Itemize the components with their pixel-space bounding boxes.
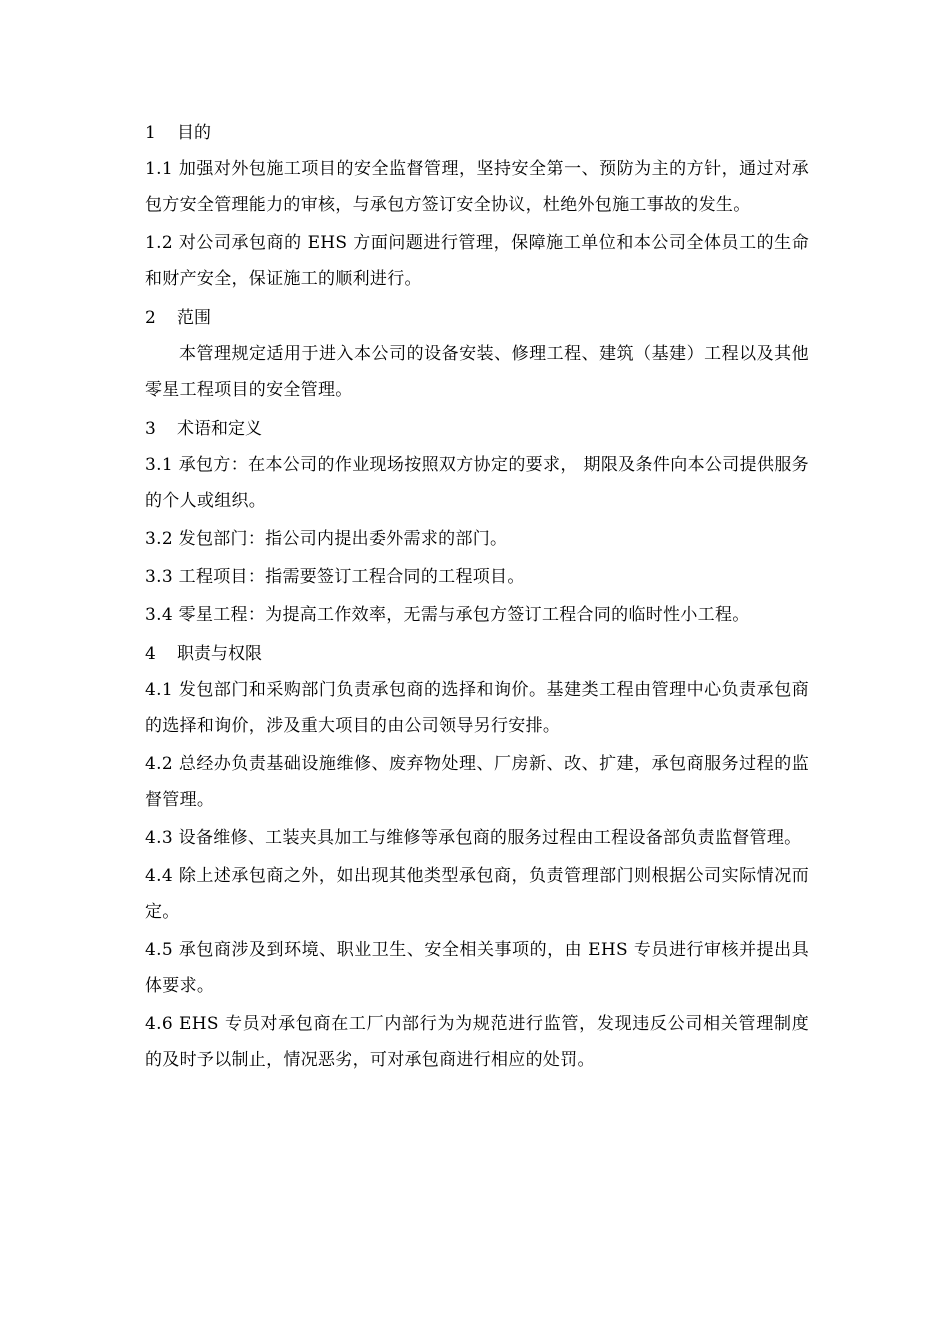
- heading-number: 2: [145, 308, 156, 328]
- paragraph: 4.3 设备维修、工装夹具加工与维修等承包商的服务过程由工程设备部负责监督管理。: [145, 828, 802, 848]
- paragraph: 3.4 零星工程：为提高工作效率，无需与承包方签订工程合同的临时性小工程。: [145, 605, 750, 625]
- section-heading: [145, 411, 809, 447]
- paragraph: 4.1 发包部门和采购部门负责承包商的选择和询价。基建类工程由管理中心负责承包商的选择和询价，涉及重大项目的由公司领导另行安排。: [145, 680, 809, 736]
- document-body: [145, 112, 809, 1078]
- section-responsibilities: [145, 636, 809, 1078]
- paragraph: 3.1 承包方：在本公司的作业现场按照双方协定的要求， 期限及条件向本公司提供服务的个人或组织。: [145, 455, 809, 511]
- section-terms: [145, 411, 809, 633]
- heading-text: 术语和定义: [177, 419, 262, 439]
- paragraph: 3.3 工程项目：指需要签订工程合同的工程项目。: [145, 567, 525, 587]
- section-heading: [145, 115, 809, 151]
- paragraph: 4.4 除上述承包商之外，如出现其他类型承包商，负责管理部门则根据公司实际情况而定。: [145, 866, 809, 922]
- paragraph: 1.2 对公司承包商的 EHS 方面问题进行管理，保障施工单位和本公司全体员工的生命和财产安全，保证施工的顺利进行。: [145, 233, 809, 289]
- paragraph: 4.6 EHS 专员对承包商在工厂内部行为为规范进行监管，发现违反公司相关管理制度的及时予以制止，情况恶劣，可对承包商进行相应的处罚。: [145, 1014, 809, 1070]
- heading-text: 职责与权限: [177, 644, 262, 664]
- heading-number: 4: [145, 644, 156, 664]
- paragraph: 1.1 加强对外包施工项目的安全监督管理，坚持安全第一、预防为主的方针，通过对承包方安全管理能力的审核，与承包方签订安全协议，杜绝外包施工事故的发生。: [145, 159, 809, 215]
- paragraph: 3.2 发包部门：指公司内提出委外需求的部门。: [145, 529, 508, 549]
- heading-text: 范围: [177, 308, 211, 328]
- section-heading: [145, 300, 809, 336]
- section-heading: [145, 636, 809, 672]
- paragraph: 4.5 承包商涉及到环境、职业卫生、安全相关事项的，由 EHS 专员进行审核并提出具体要求。: [145, 940, 809, 996]
- heading-number: 3: [145, 419, 156, 439]
- heading-number: 1: [145, 123, 156, 143]
- section-purpose: [145, 115, 809, 297]
- heading-text: 目的: [177, 123, 211, 143]
- paragraph: 4.2 总经办负责基础设施维修、废弃物处理、厂房新、改、扩建，承包商服务过程的监督管理。: [145, 754, 809, 810]
- section-scope: [145, 300, 809, 408]
- paragraph: 本管理规定适用于进入本公司的设备安装、修理工程、建筑（基建）工程以及其他零星工程项目的安全管理。: [145, 344, 809, 400]
